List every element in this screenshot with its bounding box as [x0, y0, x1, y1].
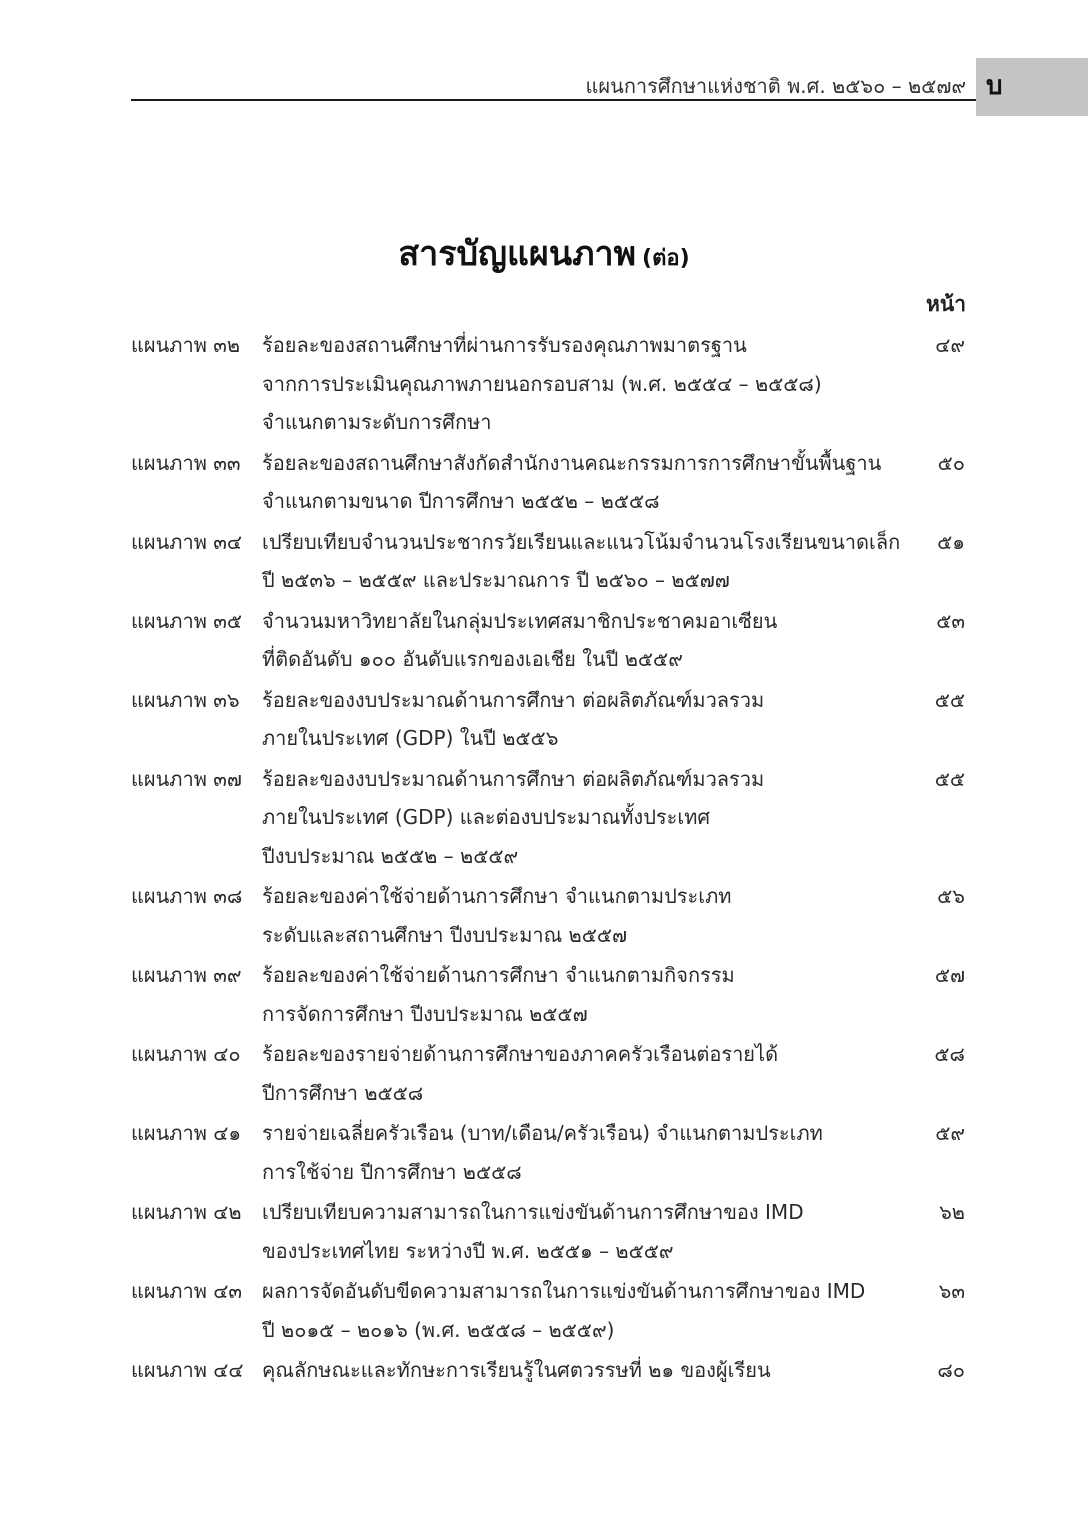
entry-caption-line: ปี ๒๕๓๖ – ๒๕๕๙ และประมาณการ ปี ๒๕๖๐ – ๒๕๗๗ — [262, 568, 730, 592]
entry-figure-number: แผนภาพ ๓๒ — [131, 333, 241, 357]
entry-caption — [262, 602, 905, 679]
entry-caption-line: ร้อยละของค่าใช้จ่ายด้านการศึกษา จำแนกตามกิจกรรม — [262, 963, 735, 987]
entry-caption — [262, 681, 905, 758]
entry-caption-line: เปรียบเทียบจำนวนประชากรวัยเรียนและแนวโน้มจำนวนโรงเรียนขนาดเล็ก — [262, 529, 901, 554]
entry-page-number: ๕๙ — [935, 1121, 965, 1145]
entry-caption-line: ร้อยละของค่าใช้จ่ายด้านการศึกษา จำแนกตามประเภท — [262, 884, 732, 908]
entry-caption-line: ปีการศึกษา ๒๕๕๘ — [262, 1080, 424, 1105]
entry-caption — [262, 1351, 905, 1390]
entry-figure-number: แผนภาพ ๔๑ — [131, 1121, 242, 1145]
entry-figure-number: แผนภาพ ๓๓ — [131, 450, 241, 475]
figure-list-entry[interactable] — [131, 956, 965, 1033]
entry-page-number: ๕๗ — [934, 963, 965, 987]
entry-page-number: ๖๓ — [938, 1279, 965, 1303]
entry-caption-line: ภายในประเทศ (GDP) ในปี ๒๕๕๖ — [262, 726, 559, 750]
entry-figure-number: แผนภาพ ๓๔ — [131, 529, 243, 554]
entry-caption — [262, 760, 905, 876]
figure-list-entry[interactable] — [131, 326, 965, 442]
entry-caption-line: ร้อยละของสถานศึกษาสังกัดสำนักงานคณะกรรมการการศึกษาขั้นพื้นฐาน — [262, 450, 882, 475]
page-title-main: สารบัญแผนภาพ — [398, 234, 637, 274]
entry-caption — [262, 1114, 905, 1191]
entry-page-number: ๕๐ — [937, 450, 965, 475]
entry-figure-number: แผนภาพ ๓๘ — [131, 884, 243, 908]
figure-list-entry[interactable] — [131, 760, 965, 876]
figure-list-entry[interactable] — [131, 1114, 965, 1191]
entry-page-number: ๔๙ — [935, 333, 965, 357]
entry-caption-line: ปี ๒๐๑๕ – ๒๐๑๖ (พ.ศ. ๒๕๕๘ – ๒๕๕๙) — [262, 1317, 615, 1342]
entry-caption-line: ภายในประเทศ (GDP) และต่องบประมาณทั้งประเทศ — [262, 805, 711, 829]
entry-figure-number: แผนภาพ ๔๐ — [131, 1042, 241, 1066]
entry-page-number: ๕๘ — [934, 1042, 965, 1066]
entry-caption-line: จำแนกตามขนาด ปีการศึกษา ๒๕๕๒ – ๒๕๕๘ — [262, 489, 660, 513]
entry-caption — [262, 1272, 905, 1349]
figure-list — [131, 326, 965, 1392]
entry-caption — [262, 877, 905, 954]
entry-caption-line: รายจ่ายเฉลี่ยครัวเรือน (บาท/เดือน/ครัวเรือน) จำแนกตามประเภท — [262, 1121, 823, 1145]
entry-caption — [262, 1193, 905, 1270]
entry-caption-line: ร้อยละของสถานศึกษาที่ผ่านการรับรองคุณภาพมาตรฐาน — [262, 333, 747, 357]
entry-caption-line: จากการประเมินคุณภาพภายนอกรอบสาม (พ.ศ. ๒๕๕๔ – ๒๕๕๘) — [262, 371, 822, 396]
entry-caption-line: การใช้จ่าย ปีการศึกษา ๒๕๕๘ — [262, 1159, 522, 1184]
page-title — [0, 226, 1088, 280]
entry-caption — [262, 1035, 905, 1112]
page-number-tab — [976, 58, 1088, 116]
entry-caption — [262, 326, 905, 442]
figure-list-entry[interactable] — [131, 1193, 965, 1270]
entry-page-number: ๘๐ — [937, 1358, 965, 1382]
figure-list-entry[interactable] — [131, 444, 965, 521]
entry-page-number: ๕๖ — [937, 884, 965, 908]
entry-caption-line: ร้อยละของรายจ่ายด้านการศึกษาของภาคครัวเรือนต่อรายได้ — [262, 1042, 779, 1066]
entry-caption-line: ที่ติดอันดับ ๑๐๐ อันดับแรกของเอเชีย ในปี ๒๕๕๙ — [262, 647, 683, 671]
running-header — [0, 0, 1088, 116]
entry-page-number: ๖๒ — [939, 1200, 965, 1224]
entry-figure-number: แผนภาพ ๔๒ — [131, 1200, 242, 1224]
entry-caption — [262, 523, 905, 600]
figure-list-entry[interactable] — [131, 1035, 965, 1112]
entry-caption-line: การจัดการศึกษา ปีงบประมาณ ๒๕๕๗ — [262, 1001, 588, 1026]
entry-caption-line: เปรียบเทียบความสามารถในการแข่งขันด้านการศึกษาของ IMD — [262, 1200, 804, 1224]
page-column-heading: หน้า — [926, 292, 966, 316]
entry-caption-line: คุณลักษณะและทักษะการเรียนรู้ในศตวรรษที่ ๒๑ ของผู้เรียน — [262, 1358, 771, 1382]
figure-list-entry[interactable] — [131, 523, 965, 600]
running-header-title: แผนการศึกษาแห่งชาติ พ.ศ. ๒๕๖๐ – ๒๕๗๙ — [585, 74, 966, 98]
entry-page-number: ๕๓ — [936, 608, 965, 633]
entry-page-number: ๕๑ — [937, 529, 965, 554]
entry-figure-number: แผนภาพ ๔๔ — [131, 1358, 244, 1382]
entry-caption-line: จำนวนมหาวิทยาลัยในกลุ่มประเทศสมาชิกประชาคมอาเซียน — [262, 608, 778, 633]
figure-list-entry[interactable] — [131, 1351, 965, 1390]
entry-caption-line: ระดับและสถานศึกษา ปีงบประมาณ ๒๕๕๗ — [262, 922, 628, 947]
entry-caption-line: ของประเทศไทย ระหว่างปี พ.ศ. ๒๕๕๑ – ๒๕๕๙ — [262, 1238, 674, 1263]
entry-page-number: ๕๕ — [934, 687, 965, 712]
figure-list-entry[interactable] — [131, 602, 965, 679]
entry-caption-line: ปีงบประมาณ ๒๕๕๒ – ๒๕๕๙ — [262, 843, 519, 868]
entry-figure-number: แผนภาพ ๓๗ — [131, 766, 242, 791]
entry-caption — [262, 444, 905, 521]
entry-page-number: ๕๕ — [934, 766, 965, 791]
header-rule — [131, 99, 976, 101]
entry-caption-line: จำแนกตามระดับการศึกษา — [262, 410, 492, 434]
entry-figure-number: แผนภาพ ๔๓ — [131, 1279, 243, 1303]
entry-caption — [262, 956, 905, 1033]
entry-figure-number: แผนภาพ ๓๖ — [131, 687, 240, 712]
entry-figure-number: แผนภาพ ๓๙ — [131, 963, 242, 987]
entry-caption-line: ผลการจัดอันดับขีดความสามารถในการแข่งขันด้านการศึกษาของ IMD — [262, 1279, 866, 1303]
entry-caption-line: ร้อยละของงบประมาณด้านการศึกษา ต่อผลิตภัณฑ์มวลรวม — [262, 687, 765, 712]
figure-list-entry[interactable] — [131, 877, 965, 954]
page-title-continued: (ต่อ) — [642, 246, 690, 271]
figure-list-entry[interactable] — [131, 681, 965, 758]
entry-caption-line: ร้อยละของงบประมาณด้านการศึกษา ต่อผลิตภัณฑ์มวลรวม — [262, 766, 765, 791]
page-number-label: บ — [986, 71, 1003, 101]
entry-figure-number: แผนภาพ ๓๕ — [131, 608, 243, 633]
figure-list-entry[interactable] — [131, 1272, 965, 1349]
